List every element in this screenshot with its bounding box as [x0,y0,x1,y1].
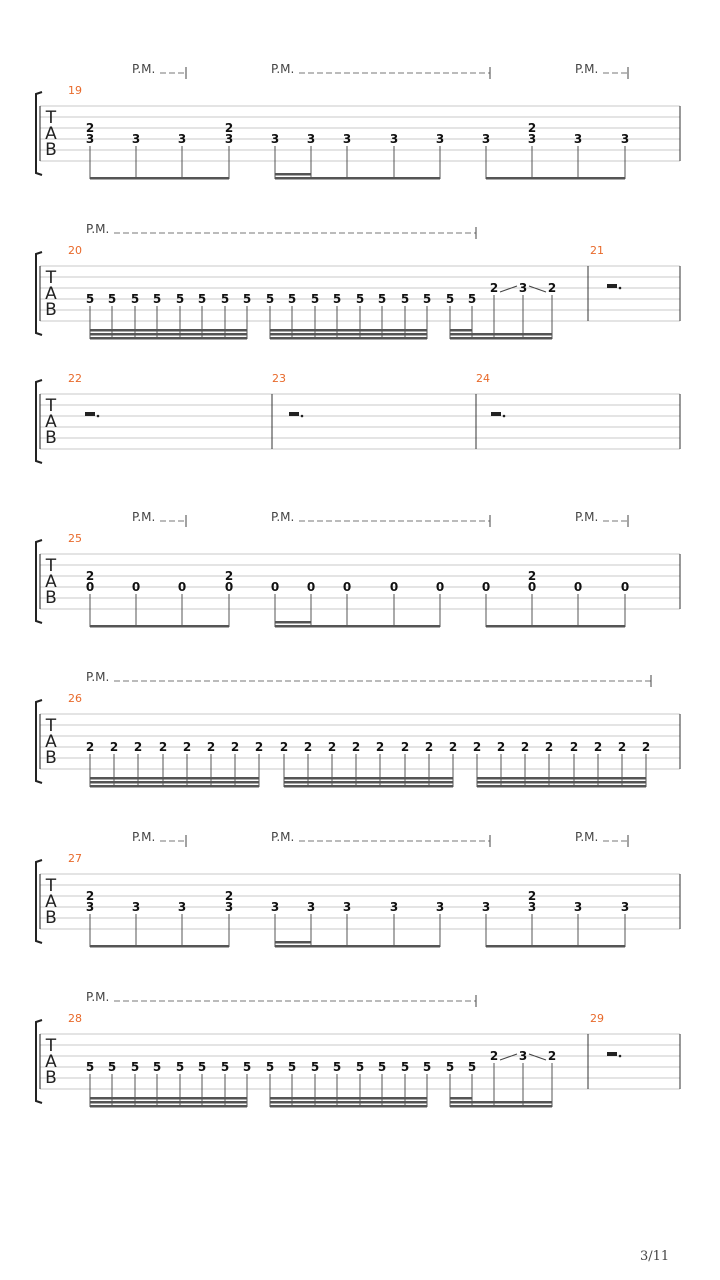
fret-number: 5 [400,1060,410,1074]
fret-number: 5 [265,1060,275,1074]
palm-mute-label: P.M. [575,510,599,524]
whole-rest [491,412,505,417]
bar-number: 22 [68,372,82,385]
fret-number: 5 [310,292,320,306]
system-bracket [36,252,42,335]
fret-number: 5 [107,1060,117,1074]
tab-clef-letter: T [45,1036,57,1056]
tab-clef-letter: A [45,124,57,144]
fret-number: 0 [224,580,234,594]
fret-number: 3 [342,132,352,146]
fret-number: 3 [573,900,583,914]
beam [90,781,259,784]
fret-number: 5 [152,292,162,306]
fret-number: 3 [270,132,280,146]
beam [90,777,259,780]
fret-number: 5 [152,1060,162,1074]
beam [90,625,229,628]
fret-number: 3 [306,132,316,146]
tab-clef-letter: T [45,268,57,288]
system-bracket [36,540,42,623]
palm-mute-label: P.M. [271,510,295,524]
fret-number: 5 [445,1060,455,1074]
fret-number: 5 [467,292,477,306]
tab-clef-letter: B [45,428,57,448]
beam [270,1097,427,1100]
fret-number: 0 [342,580,352,594]
tab-clef-letter: A [45,284,57,304]
tab-clef-letter: A [45,412,57,432]
fret-number: 3 [131,132,141,146]
fret-number: 2 [279,740,289,754]
fret-number: 2 [400,740,410,754]
fret-number: 5 [422,1060,432,1074]
beam [90,785,259,788]
beam [275,177,440,180]
fret-number: 3 [270,900,280,914]
fret-number: 5 [467,1060,477,1074]
fret-number: 5 [85,292,95,306]
fret-number: 5 [422,292,432,306]
fret-number: 2 [182,740,192,754]
fret-number: 0 [306,580,316,594]
tab-clef-letter: A [45,892,57,912]
beam [90,1105,247,1108]
bar-number: 27 [68,852,82,865]
tab-clef-letter: T [45,396,57,416]
fret-number: 2 [254,740,264,754]
fret-number: 2 [489,281,499,295]
bar-number: 25 [68,532,82,545]
tab-clef-letter: B [45,140,57,160]
fret-number: 5 [377,1060,387,1074]
beam [270,1105,427,1108]
fret-number: 2 [224,889,234,903]
bar-number: 23 [272,372,286,385]
palm-mute-label: P.M. [86,990,110,1004]
beam [450,1097,472,1100]
bar-number: 29 [590,1012,604,1025]
fret-number: 0 [177,580,187,594]
tab-clef-letter: T [45,716,57,736]
tab-clef-letter: T [45,556,57,576]
fret-number: 5 [287,292,297,306]
beam [284,785,453,788]
fret-number: 2 [230,740,240,754]
slide-line [500,286,517,292]
system-bracket [36,860,42,943]
fret-number: 2 [303,740,313,754]
palm-mute-label: P.M. [132,62,156,76]
fret-number: 2 [527,121,537,135]
beam [90,333,247,336]
beam [275,941,311,944]
fret-number: 3 [481,900,491,914]
fret-number: 5 [265,292,275,306]
beam [270,1101,427,1104]
fret-number: 3 [306,900,316,914]
fret-number: 0 [131,580,141,594]
fret-number: 2 [109,740,119,754]
palm-mute-label: P.M. [86,670,110,684]
fret-number: 3 [527,132,537,146]
tab-clef-letter: T [45,876,57,896]
tab-system [36,510,680,628]
page-number: 3/11 [640,1249,670,1264]
fret-number: 2 [224,121,234,135]
fret-number: 5 [377,292,387,306]
tab-clef-letter: B [45,908,57,928]
fret-number: 3 [573,132,583,146]
fret-number: 5 [310,1060,320,1074]
bar-number: 26 [68,692,82,705]
fret-number: 3 [131,900,141,914]
tab-system [36,990,680,1108]
fret-number: 5 [175,292,185,306]
tab-system [36,62,680,180]
fret-number: 2 [448,740,458,754]
fret-number: 5 [175,1060,185,1074]
beam [284,781,453,784]
fret-number: 2 [224,569,234,583]
beam [450,1101,552,1104]
fret-number: 5 [107,292,117,306]
fret-number: 5 [197,292,207,306]
slide-line [500,1054,517,1060]
fret-number: 5 [332,1060,342,1074]
fret-number: 2 [133,740,143,754]
whole-rest [607,284,621,289]
fret-number: 3 [224,132,234,146]
fret-number: 2 [424,740,434,754]
fret-number: 2 [206,740,216,754]
fret-number: 5 [130,292,140,306]
beam [477,777,646,780]
beam [450,329,472,332]
fret-number: 0 [527,580,537,594]
fret-number: 2 [472,740,482,754]
beam [450,1105,552,1108]
fret-number: 3 [620,900,630,914]
fret-number: 0 [270,580,280,594]
system-bracket [36,92,42,175]
fret-number: 3 [435,900,445,914]
beam [275,625,440,628]
fret-number: 3 [224,900,234,914]
fret-number: 5 [242,292,252,306]
tab-system [36,830,680,948]
tab-clef-letter: B [45,300,57,320]
fret-number: 2 [593,740,603,754]
tab-clef-letter: T [45,108,57,128]
tab-system [36,670,680,788]
fret-number: 2 [158,740,168,754]
beam [90,177,229,180]
fret-number: 2 [547,281,557,295]
fret-number: 5 [400,292,410,306]
palm-mute-label: P.M. [86,222,110,236]
fret-number: 5 [355,292,365,306]
fret-number: 2 [527,569,537,583]
palm-mute-label: P.M. [271,62,295,76]
fret-number: 2 [85,740,95,754]
whole-rest [85,412,99,417]
palm-mute-label: P.M. [132,830,156,844]
fret-number: 0 [573,580,583,594]
fret-number: 5 [220,292,230,306]
fret-number: 5 [332,292,342,306]
palm-mute-label: P.M. [132,510,156,524]
fret-number: 0 [620,580,630,594]
tab-system [36,222,680,340]
fret-number: 3 [389,132,399,146]
fret-number: 2 [569,740,579,754]
bar-number: 28 [68,1012,82,1025]
bar-number: 19 [68,84,82,97]
system-bracket [36,700,42,783]
bar-number: 21 [590,244,604,257]
fret-number: 3 [518,281,528,295]
fret-number: 3 [435,132,445,146]
beam [90,337,247,340]
fret-number: 0 [389,580,399,594]
fret-number: 2 [351,740,361,754]
fret-number: 0 [481,580,491,594]
fret-number: 0 [435,580,445,594]
beam [270,333,427,336]
fret-number: 2 [496,740,506,754]
beam [486,945,625,948]
fret-number: 2 [617,740,627,754]
beam [284,777,453,780]
beam [486,625,625,628]
fret-number: 5 [85,1060,95,1074]
fret-number: 3 [177,132,187,146]
fret-number: 5 [197,1060,207,1074]
beam [90,945,229,948]
beam [486,177,625,180]
bar-number: 24 [476,372,490,385]
fret-number: 3 [527,900,537,914]
beam [477,781,646,784]
fret-number: 5 [242,1060,252,1074]
tab-clef-letter: A [45,732,57,752]
fret-number: 3 [177,900,187,914]
beam [270,337,427,340]
beam [275,621,311,624]
fret-number: 2 [489,1049,499,1063]
fret-number: 3 [518,1049,528,1063]
tab-clef-letter: B [45,748,57,768]
palm-mute-label: P.M. [271,830,295,844]
fret-number: 5 [287,1060,297,1074]
beam [90,1101,247,1104]
fret-number: 5 [220,1060,230,1074]
slide-line [529,286,546,292]
tab-clef-letter: A [45,572,57,592]
beam [477,785,646,788]
fret-number: 2 [85,569,95,583]
whole-rest [289,412,303,417]
beam [270,329,427,332]
fret-number: 2 [375,740,385,754]
fret-number: 3 [389,900,399,914]
slide-line [529,1054,546,1060]
fret-number: 2 [641,740,651,754]
beam [275,945,440,948]
whole-rest [607,1052,621,1057]
fret-number: 3 [481,132,491,146]
fret-number: 3 [85,132,95,146]
fret-number: 5 [355,1060,365,1074]
fret-number: 5 [445,292,455,306]
system-bracket [36,1020,42,1103]
palm-mute-label: P.M. [575,830,599,844]
fret-number: 3 [342,900,352,914]
fret-number: 2 [527,889,537,903]
fret-number: 5 [130,1060,140,1074]
bar-number: 20 [68,244,82,257]
tab-clef-letter: B [45,588,57,608]
fret-number: 2 [520,740,530,754]
palm-mute-label: P.M. [575,62,599,76]
beam [90,329,247,332]
fret-number: 2 [85,121,95,135]
fret-number: 2 [547,1049,557,1063]
fret-number: 2 [544,740,554,754]
beam [90,1097,247,1100]
tab-system [36,372,680,463]
fret-number: 2 [85,889,95,903]
fret-number: 2 [327,740,337,754]
beam [450,333,552,336]
tab-clef-letter: A [45,1052,57,1072]
beam [275,173,311,176]
beam [450,337,552,340]
fret-number: 3 [620,132,630,146]
fret-number: 0 [85,580,95,594]
system-bracket [36,380,42,463]
tab-clef-letter: B [45,1068,57,1088]
fret-number: 3 [85,900,95,914]
